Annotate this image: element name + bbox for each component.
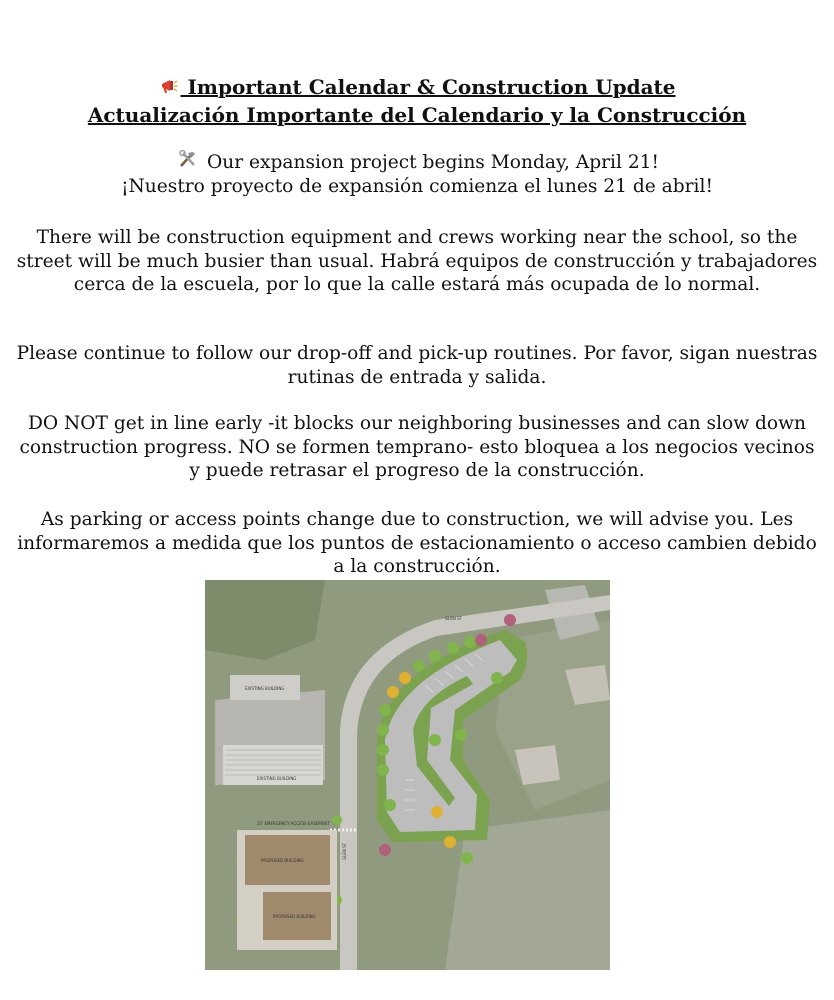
title-spanish: Actualización Importante del Calendario y la Construcción [87,103,747,127]
announcement-paragraph [14,150,820,198]
site-plan-svg [205,580,610,970]
megaphone-icon [158,76,180,102]
site-plan-image [205,580,610,970]
construction-paragraph: There will be construction equipment and crews working near the school, so the street will be much busier than usual. Habrá equipos de construcción y trabajadores cerca de la escuela, por lo que la calle estará más ocupada de lo normal. [16,227,818,295]
street-label-top: GLEN ST [445,616,463,621]
routines-paragraph: Please continue to follow our drop-off and pick-up routines. Por favor, sigan nuestras rutinas de entrada y salida. [16,343,818,388]
header [0,74,834,128]
proposed-building-2-label: PROPOSED BUILDING [273,914,316,919]
proposed-building-1-label: PROPOSED BUILDING [261,858,304,863]
announcement-spanish: ¡Nuestro proyecto de expansión comienza el lunes 21 de abril! [121,175,713,197]
easement-label: 25' EMERGENCY ACCESS EASEMENT [257,821,330,826]
title-english-text: Important Calendar & Construction Update [187,75,676,99]
announcement-english: Our expansion project begins Monday, April 21! [206,152,659,173]
existing-building-2-label: EXISTING BUILDING [257,776,297,781]
line-up-paragraph: DO NOT get in line early -it blocks our neighboring businesses and can slow down construction progress. NO se formen temprano- esto bloquea a los negocios vecinos y puede retrasar el progreso de la construcción. [19,413,815,481]
existing-building-1-label: EXISTING BUILDING [245,686,285,691]
roof-east-3 [515,745,560,785]
parking-paragraph: As parking or access points change due to construction, we will advise you. Les informaremos a medida que los puntos de estacionamiento o acceso cambien debido a la construcción. [17,509,817,577]
tools-icon [175,150,201,175]
title-english [0,74,834,102]
street-label-side: GLEN ST [342,842,347,860]
